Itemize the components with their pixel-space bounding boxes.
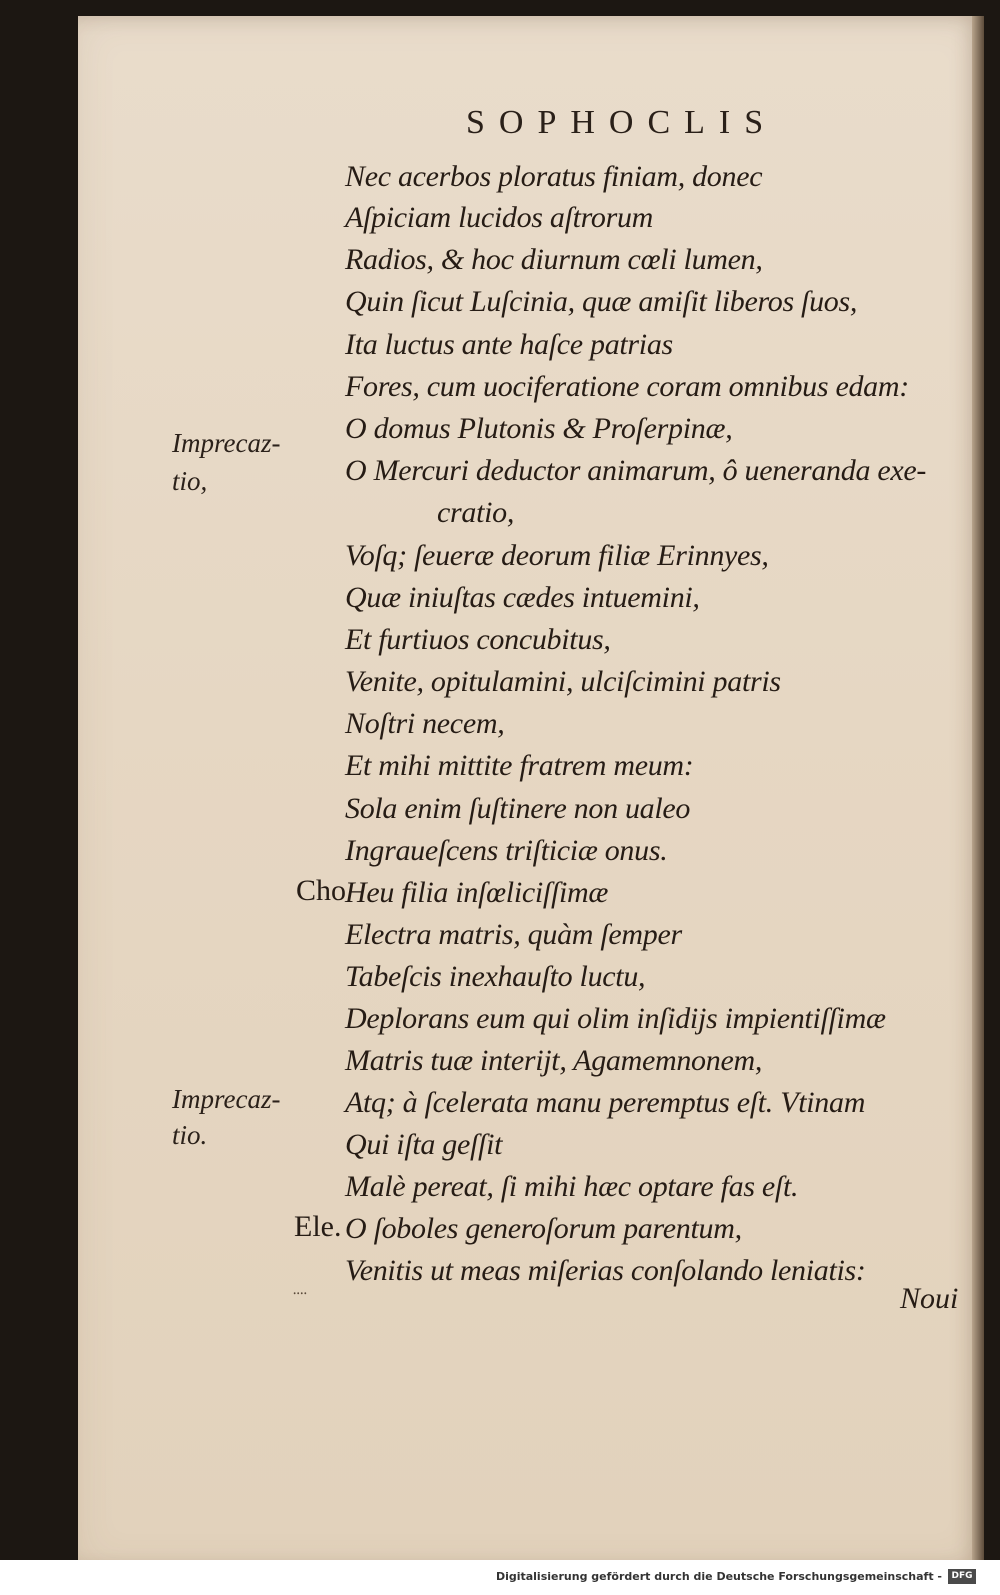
margin-note: Imprecaz-	[172, 1084, 281, 1114]
verse-line: Electra matris, quàm ſemper	[345, 918, 682, 951]
verse-line: Qui iſta geſſit	[345, 1128, 503, 1161]
verse-line: Quin ſicut Luſcinia, quæ amiſit liberos ſuos,	[345, 285, 858, 318]
verse-line: Voſq; ſeueræ deorum filiæ Erinnyes,	[345, 539, 769, 572]
verse-line: O domus Plutonis & Proſerpinæ,	[345, 412, 733, 445]
verse-line: Deplorans eum qui olim inſidijs impientiſſimæ	[345, 1002, 886, 1035]
verse-line: O Mercuri deductor animarum, ô ueneranda exe-	[345, 454, 927, 487]
verse-line: Fores, cum uociferatione coram omnibus edam:	[345, 370, 909, 403]
page-edge-shadow	[972, 16, 984, 1568]
verse-line: Matris tuæ interijt, Agamemnonem,	[345, 1044, 763, 1077]
verse-line: Radios, & hoc diurnum cœli lumen,	[345, 243, 763, 276]
running-head: SOPHOCLIS	[466, 104, 778, 141]
ink-mark: ᠁	[290, 1286, 307, 1302]
verse-line: Noſtri necem,	[345, 707, 505, 740]
catchword: Noui	[900, 1282, 959, 1315]
verse-line: Malè pereat, ſi mihi hæc optare fas eſt.	[345, 1170, 799, 1203]
verse-line: Sola enim ſuſtinere non ualeo	[345, 792, 691, 825]
verse-line: Venite, opitulamini, ulciſcimini patris	[345, 665, 781, 698]
verse-line: Et furtiuos concubitus,	[345, 623, 611, 656]
verse-line: Tabeſcis inexhauſto luctu,	[345, 960, 646, 993]
verse-line: Atq; à ſcelerata manu peremptus eſt. Vtinam	[345, 1086, 866, 1119]
verse-line: Et mihi mittite fratrem meum:	[345, 749, 694, 782]
verse-line: Nec acerbos ploratus finiam, donec	[345, 160, 763, 193]
footer-credit: Digitalisierung gefördert durch die Deutsche Forschungsgemeinschaft -	[495, 1570, 942, 1583]
speaker-label-chorus: Cho	[296, 874, 347, 907]
verse-line: Aſpiciam lucidos aſtrorum	[345, 201, 654, 234]
margin-note: tio,	[172, 466, 208, 496]
verse-line-continuation: cratio,	[437, 496, 515, 529]
verse-line: Ingraueſcens triſticiæ onus.	[345, 834, 668, 867]
digitization-footer	[0, 1560, 1000, 1595]
speaker-label-electra: Ele.	[294, 1210, 342, 1243]
margin-note: tio.	[172, 1120, 208, 1150]
dfg-logo-icon: DFG	[948, 1569, 976, 1584]
verse-line: O ſoboles generoſorum parentum,	[345, 1212, 742, 1245]
verse-line: Ita luctus ante haſce patrias	[345, 328, 673, 361]
verse-line: Heu filia inſœliciſſimæ	[345, 876, 609, 909]
verse-line: Quæ iniuſtas cædes intuemini,	[345, 581, 700, 614]
verse-line: Venitis ut meas miſerias conſolando leniatis:	[345, 1254, 866, 1287]
margin-note: Imprecaz-	[172, 428, 281, 458]
